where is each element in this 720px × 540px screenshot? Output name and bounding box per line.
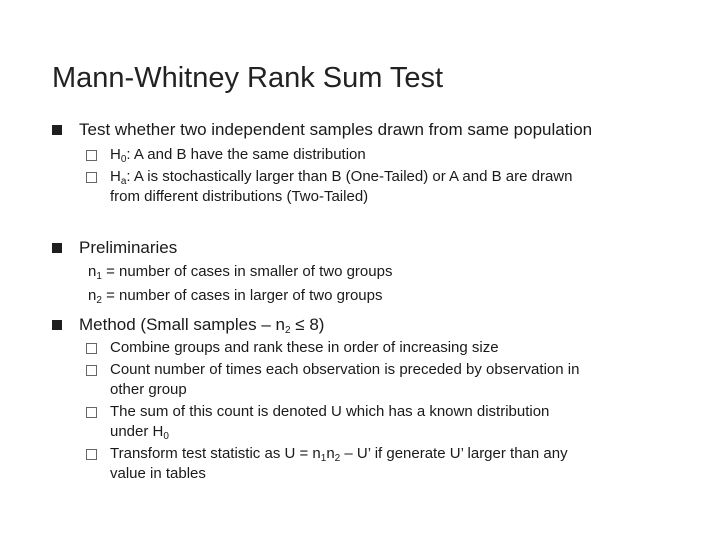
ha-subscript: a xyxy=(120,176,127,187)
hollow-square-bullet-icon xyxy=(86,172,97,183)
h0-subscript: 0 xyxy=(120,154,127,165)
n2-definition: $n_2$ = number of cases in larger of two groups xyxy=(88,287,383,306)
n1-definition: $n_1$ = number of cases in smaller of two groups xyxy=(88,263,393,282)
bullet-preliminaries xyxy=(0,236,720,308)
hollow-square-bullet-icon xyxy=(86,365,97,376)
hollow-square-bullet-icon xyxy=(86,343,97,354)
hollow-square-bullet-icon xyxy=(86,407,97,418)
bullet-independence-test xyxy=(0,118,720,207)
ha-text-cont: from different distributions (Two-Tailed) xyxy=(110,188,369,205)
square-bullet-icon xyxy=(52,320,62,330)
bullet-text: Test whether two independent samples drawn from same population xyxy=(79,120,593,139)
square-bullet-icon xyxy=(52,243,62,253)
sub-item-alt-hypothesis xyxy=(0,167,720,207)
sub-item-sum: The sum of this count is denoted U which has a known distribution under $H_0$ xyxy=(0,402,720,442)
slide-title: Mann-Whitney Rank Sum Test xyxy=(52,62,444,94)
bullet-text: Preliminaries xyxy=(79,238,178,257)
h0-text: : A and B have the same distribution xyxy=(126,146,366,163)
square-bullet-icon xyxy=(52,125,62,135)
ha-symbol: H xyxy=(110,168,121,185)
ha-text: : A is stochastically larger than B (One-Tailed) or A and B are drawn xyxy=(126,168,573,185)
bullet-method xyxy=(0,313,720,484)
bullet-text: Method (Small samples – $n_2 \le 8$) xyxy=(79,315,325,336)
sub-item-count: Count number of times each observation is preceded by observation in other group xyxy=(0,360,720,400)
sub-item-combine: Combine groups and rank these in order of increasing size xyxy=(0,338,720,358)
sub-item-transform: Transform test statistic as $U = n_1n_2 - U$’ if generate U’ larger than any value in tables xyxy=(0,444,720,484)
h0-symbol: H xyxy=(110,146,121,163)
sub-item-null-hypothesis xyxy=(0,145,720,165)
hollow-square-bullet-icon xyxy=(86,150,97,161)
hollow-square-bullet-icon xyxy=(86,449,97,460)
